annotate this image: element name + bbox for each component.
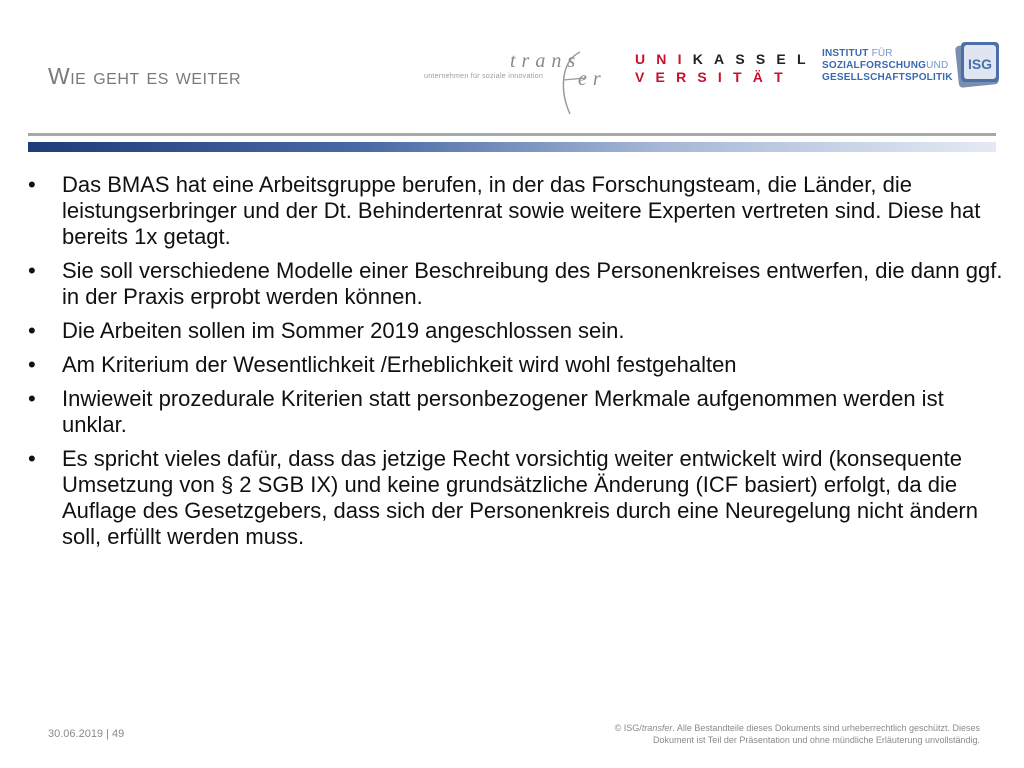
bullet-list (28, 172, 1013, 550)
bullet-item (28, 258, 1013, 310)
transfer-word-b: er (578, 68, 607, 90)
header-rule-thin (28, 133, 996, 136)
bullet-text: Sie soll verschiedene Modelle einer Beschreibung des Personenkreises entwerfen, die dann ggf. in der Praxis erprobt werden können. (62, 258, 1003, 309)
bullet-dot: • (28, 386, 36, 411)
bullet-text: Inwieweit prozedurale Kriterien statt personbezogener Merkmale aufgenommen werden ist unklar. (62, 386, 944, 437)
uni-logo-row-1: UNIKASSEL (635, 51, 817, 67)
bullet-item (28, 446, 1013, 550)
institute-line-2: SOZIALFORSCHUNGUND (822, 60, 949, 71)
isg-logo-text: ISG (967, 56, 993, 72)
institute-logo (822, 48, 952, 84)
bullet-text: Das BMAS hat eine Arbeitsgruppe berufen, in der das Forschungsteam, die Länder, die leistungserbringer und der Dt. Behindertenrat sowie weitere Experten vertreten sind. Diese hat bereits 1x getagt. (62, 172, 981, 249)
institute-line-3: GESELLSCHAFTSPOLITIK (822, 72, 953, 83)
transfer-word-a: trans (510, 50, 582, 72)
bullet-dot: • (28, 258, 36, 283)
bullet-item (28, 352, 1013, 378)
bullet-text: Es spricht vieles dafür, dass das jetzige Recht vorsichtig weiter entwickelt wird (konsequente Umsetzung von § 2 SGB IX) und keine grundsätzliche Änderung (ICF basiert) erfolgt, da die Auflage des Gesetzgebers, dass sich der Personenkreis durch eine Neuregelung nicht ändern soll, erfüllt werden muss. (62, 446, 978, 549)
isg-badge-icon (953, 38, 1003, 90)
transfer-logo (420, 42, 620, 117)
transfer-tagline: unternehmen für soziale innovation (424, 73, 544, 80)
slide-title: Wie geht es weiter (48, 63, 242, 89)
institute-line-1: INSTITUT FÜR (822, 48, 893, 59)
bullet-text: Die Arbeiten sollen im Sommer 2019 angeschlossen sein. (62, 318, 625, 343)
footer-copyright (460, 722, 980, 746)
uni-kassel-logo (635, 50, 817, 90)
uni-logo-row-2: VERSITÄT (635, 69, 794, 85)
header-rule-gradient (28, 142, 996, 152)
footer-copyright-line-2: Dokument ist Teil der Präsentation und ohne mündliche Erläuterung unvollständig. (652, 735, 980, 745)
footer-date-page: 30.06.2019 | 49 (48, 728, 125, 740)
isg-logo (953, 38, 1003, 90)
bullet-item (28, 318, 1013, 344)
bullet-dot: • (28, 318, 36, 343)
slide-content (28, 172, 1013, 558)
bullet-dot: • (28, 446, 36, 471)
bullet-item (28, 172, 1013, 250)
bullet-dot: • (28, 352, 36, 377)
bullet-text: Am Kriterium der Wesentlichkeit /Erheblichkeit wird wohl festgehalten (62, 352, 737, 377)
bullet-dot: • (28, 172, 36, 197)
bullet-item (28, 386, 1013, 438)
footer-copyright-line-1: © ISG/transfer. Alle Bestandteile dieses Dokuments sind urheberrechtlich geschützt. Dieses (614, 723, 980, 733)
